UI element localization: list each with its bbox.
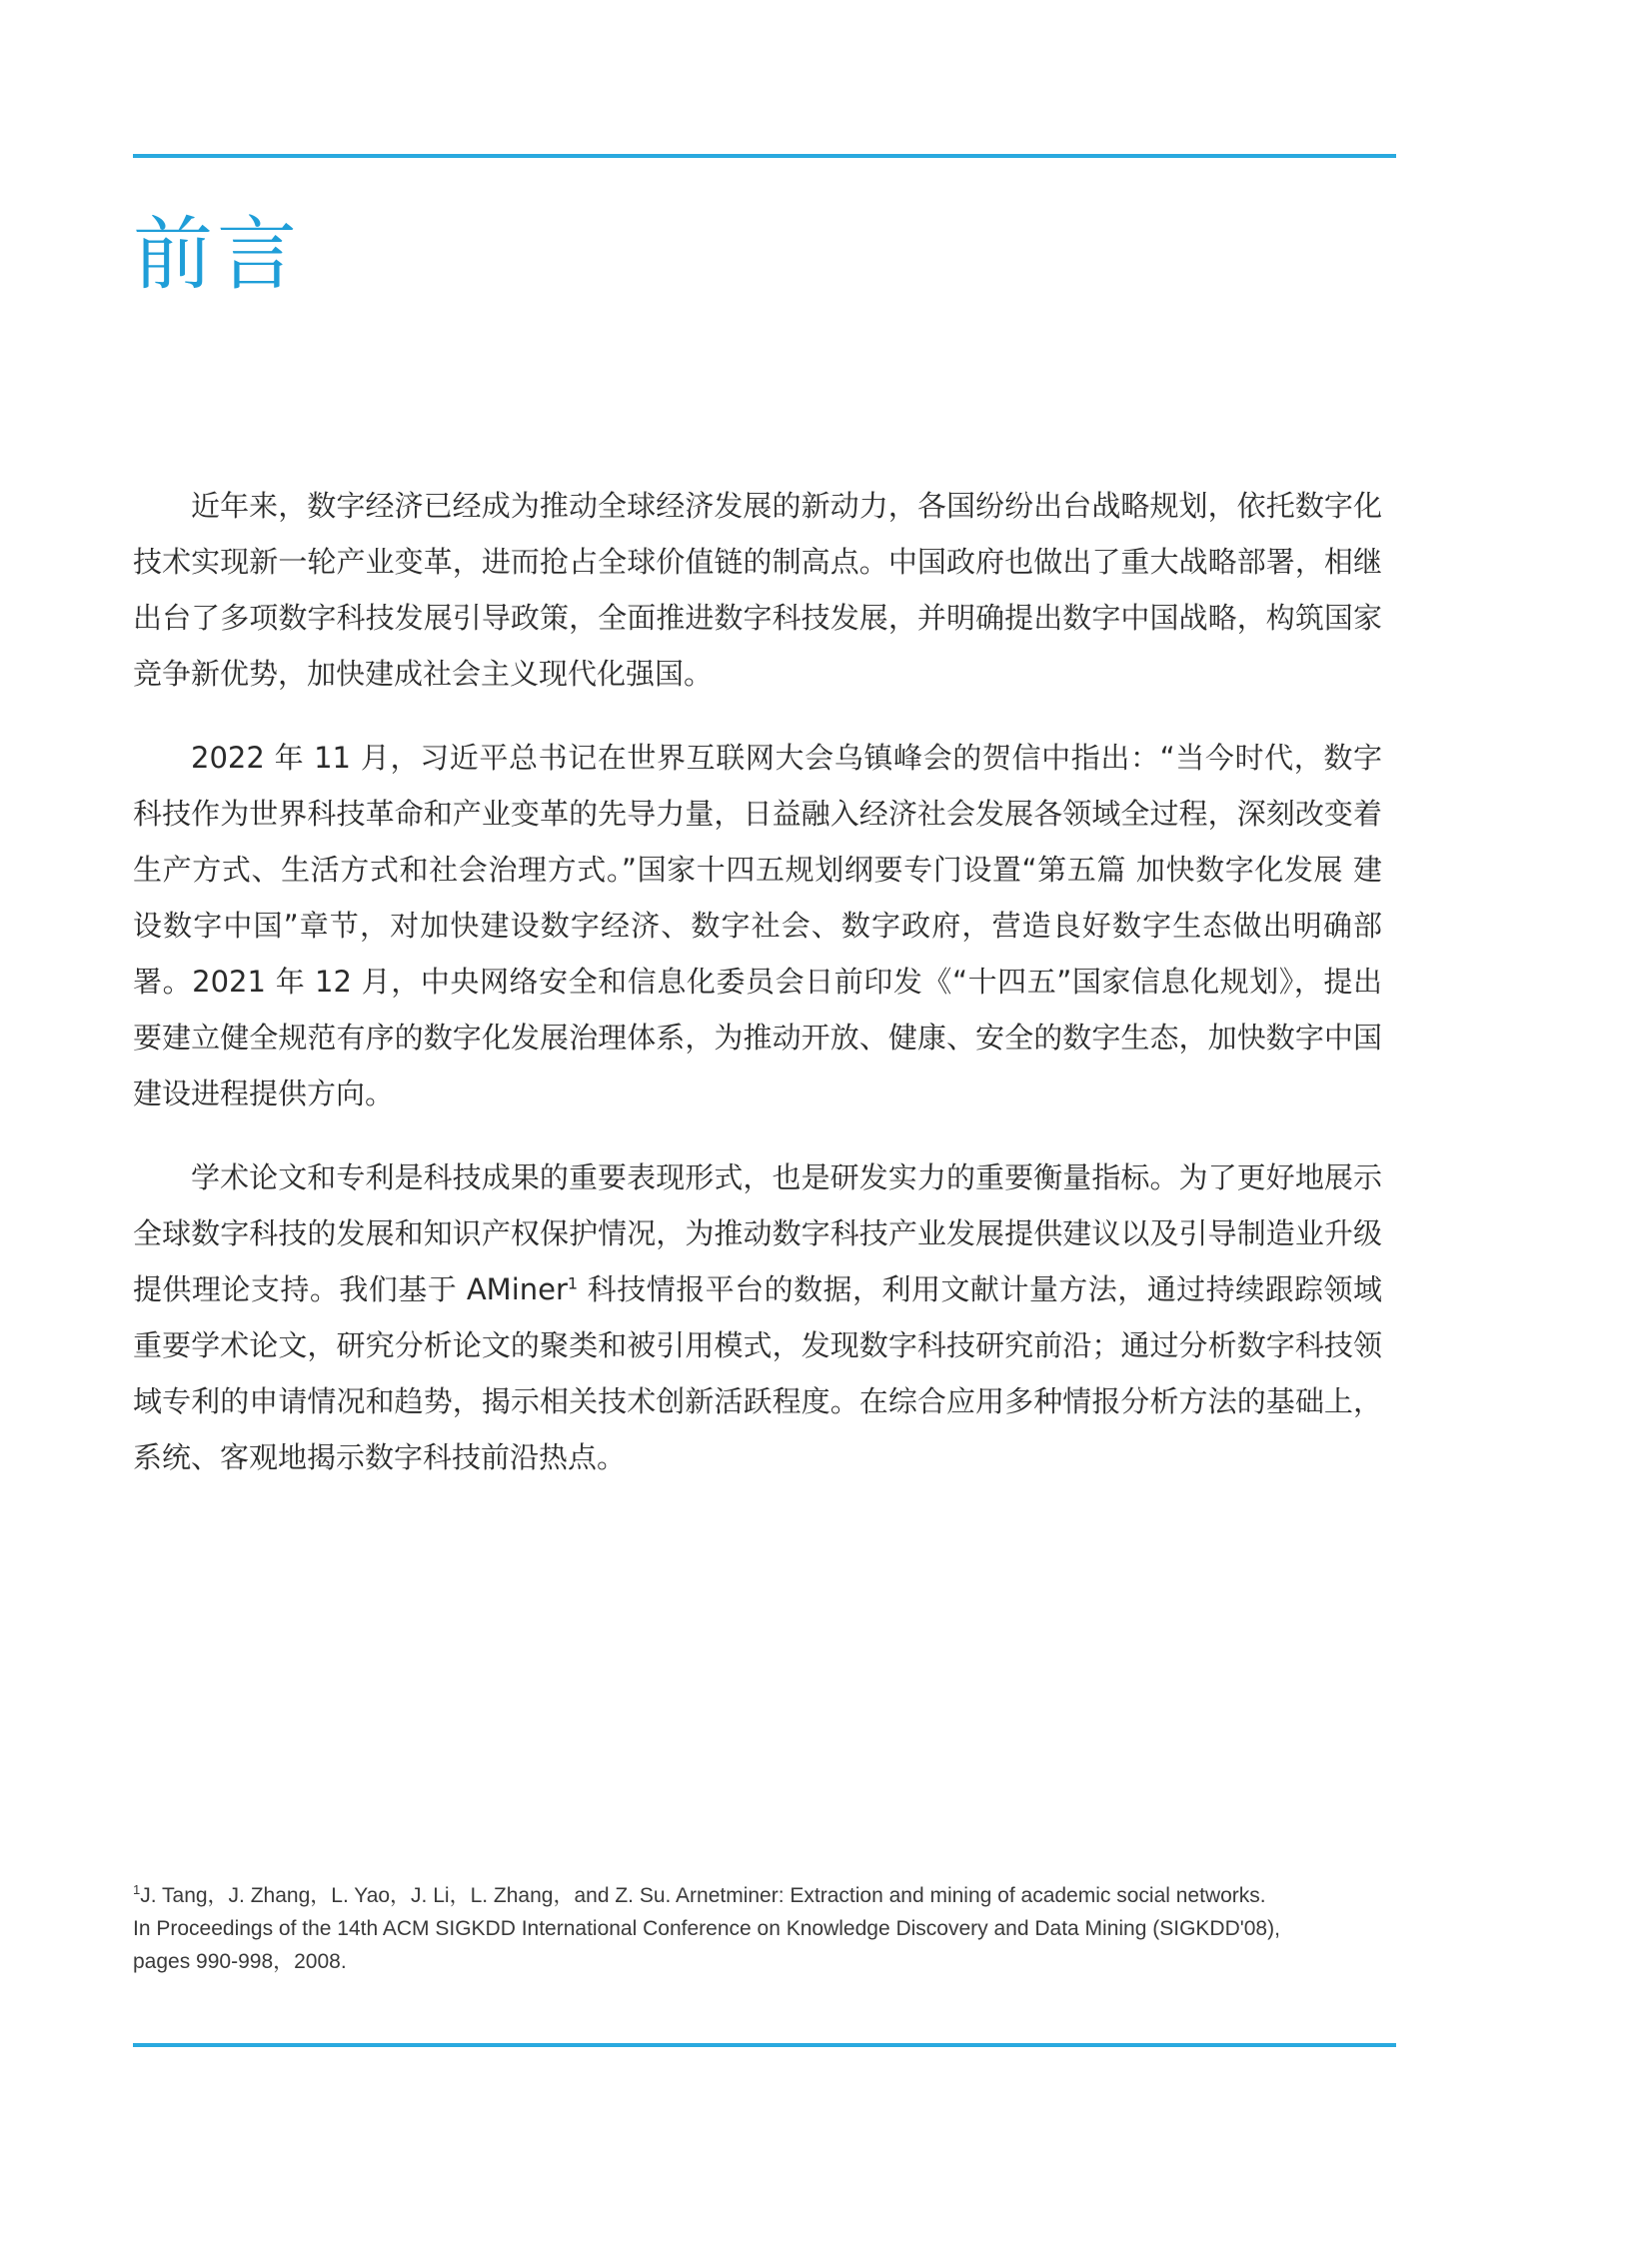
page-title: 前言 <box>133 208 301 301</box>
footnote-line-3: pages 990-998，2008. <box>133 1950 347 1973</box>
body-text <box>133 478 1382 1513</box>
paragraph-3-part-1: 学术论文和专利是科技成果的重要表现形式，也是研发实力的重要衡量指标。为了更好地展示全球数字科技的发展和知识产权保护情况，为推动数字科技产业发展提供建议以及引导制造业升级提供理论支持。我们基于 AMiner <box>133 1160 1382 1306</box>
paragraph-2: 2022 年 11 月，习近平总书记在世界互联网大会乌镇峰会的贺信中指出：“当今时代，数字科技作为世界科技革命和产业变革的先导力量，日益融入经济社会发展各领域全过程，深刻改变着生产方式、生活方式和社会治理方式。”国家十四五规划纲要专门设置“第五篇 加快数字化发展 建设数字中国”章节，对加快建设数字经济、数字社会、数字政府，营造良好数字生态做出明确部署。2021 年 12 月，中央网络安全和信息化委员会日前印发《“十四五”国家信息化规划》，提出要建立健全规范有序的数字化发展治理体系，为推动开放、健康、安全的数字生态，加快数字中国建设进程提供方向。 <box>133 741 1382 1111</box>
footnote-reference: 1 <box>567 1273 579 1293</box>
paragraph-3 <box>133 1149 1382 1485</box>
top-divider <box>133 154 1396 158</box>
footnote-mark: 1 <box>133 1882 141 1897</box>
paragraph-1: 近年来，数字经济已经成为推动全球经济发展的新动力，各国纷纷出台战略规划，依托数字化技术实现新一轮产业变革，进而抢占全球价值链的制高点。中国政府也做出了重大战略部署，相继出台了多项数字科技发展引导政策，全面推进数字科技发展，并明确提出数字中国战略，构筑国家竞争新优势，加快建成社会主义现代化强国。 <box>133 489 1382 691</box>
footnote-line-2: In Proceedings of the 14th ACM SIGKDD International Conference on Knowledge Discovery and Data Mining (SIGKDD'08), <box>133 1917 1280 1940</box>
footnote-line-1: J. Tang，J. Zhang，L. Yao，J. Li，L. Zhang，and Z. Su. Arnetminer: Extraction and mining of academic social networks. <box>140 1884 1266 1907</box>
footnote <box>133 1879 1396 1978</box>
paragraph-3-part-2: 科技情报平台的数据，利用文献计量方法，通过持续跟踪领域重要学术论文，研究分析论文的聚类和被引用模式，发现数字科技研究前沿；通过分析数字科技领域专利的申请情况和趋势，揭示相关技术创新活跃程度。在综合应用多种情报分析方法的基础上，系统、客观地揭示数字科技前沿热点。 <box>133 1272 1382 1474</box>
bottom-divider <box>133 2043 1396 2047</box>
